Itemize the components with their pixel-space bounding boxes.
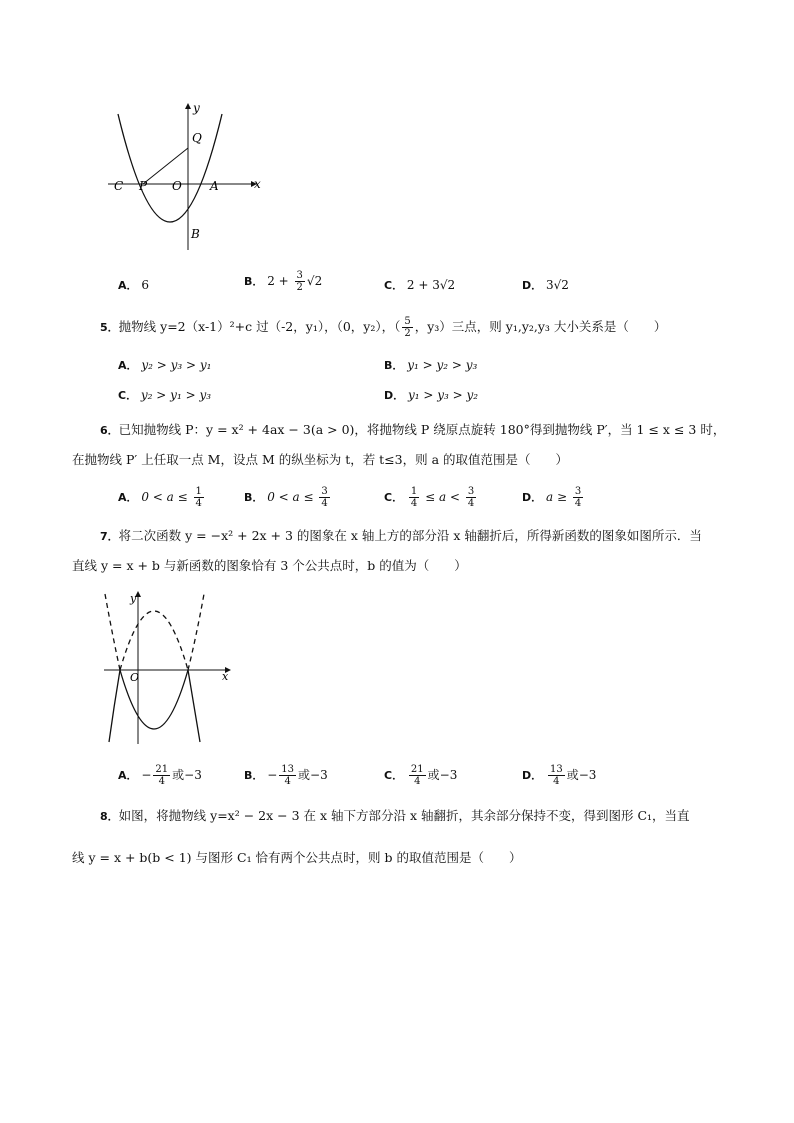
figure-folded-parabola xyxy=(100,588,236,746)
dashed-branch-left xyxy=(105,594,120,670)
question-5-stem xyxy=(100,316,666,339)
fraction: $\frac{3}{4}$ xyxy=(574,486,582,509)
q4-option-b[interactable] xyxy=(244,270,322,293)
option-pre: 0 < a ≤ xyxy=(267,490,318,504)
option-text: y₂ > y₁ > y₃ xyxy=(140,388,212,402)
q6-option-d[interactable] xyxy=(522,486,585,509)
option-label: D． xyxy=(522,279,543,292)
question-6-line-1 xyxy=(100,420,725,441)
q5-option-d[interactable] xyxy=(384,386,478,405)
option-post: 或−3 xyxy=(427,768,458,782)
label-q: Q xyxy=(192,131,202,145)
parabola-curve xyxy=(118,114,222,222)
q6-line1: 已知抛物线 P：y = x² + 4ax − 3(a > 0)，将抛物线 P 绕原点旋转 180°得到抛物线 P′，当 1 ≤ x ≤ 3 时， xyxy=(118,422,726,437)
q8-line2: 线 y = x + b(b < 1) 与图形 C₁ 恰有两个公共点时，则 b 的取值范围是（ ） xyxy=(72,850,522,865)
option-text: y₁ > y₃ > y₂ xyxy=(407,388,479,402)
option-label: D． xyxy=(522,491,543,504)
option-label: B． xyxy=(384,359,404,372)
label-c: C xyxy=(114,179,124,193)
question-number: 8． xyxy=(100,810,119,823)
option-label: B． xyxy=(244,275,264,288)
option-pre: 0 < a ≤ xyxy=(141,490,192,504)
option-label: A． xyxy=(118,491,138,504)
q5-stem-a: 抛物线 y=2（x-1）²+c 过（-2，y₁），（0，y₂），（ xyxy=(118,319,401,334)
solid-branch-left xyxy=(109,670,120,742)
dashed-parabola-upper xyxy=(120,611,188,670)
label-b: B xyxy=(191,227,200,241)
solid-branch-right xyxy=(188,670,200,742)
q5-stem-b: ，y₃）三点，则 y₁,y₂,y₃ 大小关系是（ ） xyxy=(414,319,667,334)
question-number: 7． xyxy=(100,530,119,543)
label-p: P xyxy=(139,179,148,193)
option-text: y₂ > y₃ > y₁ xyxy=(141,358,212,372)
option-text: 6 xyxy=(141,278,149,292)
dashed-branch-right xyxy=(188,594,204,670)
option-label: B． xyxy=(244,769,264,782)
q7-line1: 将二次函数 y = −x² + 2x + 3 的图象在 x 轴上方的部分沿 x 轴翻折后，所得新函数的图象如图所示．当 xyxy=(118,528,702,543)
question-8-line-2 xyxy=(72,848,522,868)
fraction: $\frac{21}{4}$ xyxy=(410,764,424,787)
option-label: C． xyxy=(384,491,404,504)
q6-option-c[interactable] xyxy=(384,486,478,509)
q7-option-d[interactable] xyxy=(522,764,596,787)
fraction-2: $\frac{3}{4}$ xyxy=(467,486,475,509)
q6-option-b[interactable] xyxy=(244,486,332,509)
label-y: y xyxy=(130,592,137,605)
label-a: A xyxy=(210,179,219,193)
option-sign: − xyxy=(141,768,152,782)
option-text: 2 + xyxy=(267,274,293,288)
option-post: 或−3 xyxy=(566,768,597,782)
q5-option-b[interactable] xyxy=(384,356,477,375)
q4-option-a[interactable] xyxy=(118,276,149,295)
label-y: y xyxy=(193,101,200,115)
option-post: 或−3 xyxy=(172,768,202,782)
option-label: C． xyxy=(384,769,404,782)
question-7-line-2 xyxy=(72,556,467,576)
option-text: 2 + 3√2 xyxy=(406,278,456,292)
q5-option-a[interactable] xyxy=(118,356,211,375)
label-x: x xyxy=(222,670,229,683)
option-text: 3√2 xyxy=(545,278,569,292)
label-o: O xyxy=(130,671,140,684)
option-label: A． xyxy=(118,769,138,782)
option-label: A． xyxy=(118,359,138,372)
q7-option-a[interactable] xyxy=(118,764,202,787)
question-number: 6． xyxy=(100,424,119,437)
fraction: $\frac{21}{4}$ xyxy=(155,764,169,787)
option-label: B． xyxy=(244,491,264,504)
q6-line2: 在抛物线 P′ 上任取一点 M，设点 M 的纵坐标为 t，若 t≤3，则 a 的取值范围是（ ） xyxy=(72,452,569,467)
fraction: $\frac{1}{4}$ xyxy=(410,486,418,509)
option-label: D． xyxy=(384,389,405,402)
option-mid: ≤ a < xyxy=(421,490,464,504)
q7-line2: 直线 y = x + b 与新函数的图象恰有 3 个公共点时，b 的值为（ ） xyxy=(72,558,467,573)
option-label: A． xyxy=(118,279,138,292)
figure-parabola-pqab xyxy=(104,100,268,252)
root: √2 xyxy=(306,274,323,288)
option-label: C． xyxy=(118,389,138,402)
question-8-line-1 xyxy=(100,806,690,827)
option-label: D． xyxy=(522,769,543,782)
fraction: $\frac{13}{4}$ xyxy=(281,764,295,787)
fraction: $\frac{3}{2}$ xyxy=(296,270,303,293)
option-text: y₁ > y₂ > y₃ xyxy=(407,358,478,372)
q5-option-c[interactable] xyxy=(118,386,211,405)
question-7-line-1 xyxy=(100,526,702,547)
fraction: $\frac{3}{4}$ xyxy=(321,486,328,509)
option-label: C． xyxy=(384,279,404,292)
q5-fraction: $\frac{5}{2}$ xyxy=(404,316,411,339)
option-sign: − xyxy=(267,768,278,782)
question-6-line-2 xyxy=(72,450,568,470)
fraction: $\frac{13}{4}$ xyxy=(549,764,563,787)
q7-option-c[interactable] xyxy=(384,764,457,787)
q8-line1: 如图，将抛物线 y=x² − 2x − 3 在 x 轴下方部分沿 x 轴翻折，其余部分保持不变，得到图形 C₁，当直 xyxy=(118,808,690,823)
label-x: x xyxy=(254,177,261,191)
option-pre: a ≥ xyxy=(545,490,571,504)
q7-option-b[interactable] xyxy=(244,764,328,787)
question-number: 5． xyxy=(100,321,119,334)
q4-option-d[interactable] xyxy=(522,276,569,295)
label-o: O xyxy=(172,179,182,193)
fraction: $\frac{1}{4}$ xyxy=(195,486,202,509)
q4-option-c[interactable] xyxy=(384,276,455,295)
q6-option-a[interactable] xyxy=(118,486,206,509)
option-post: 或−3 xyxy=(298,768,328,782)
